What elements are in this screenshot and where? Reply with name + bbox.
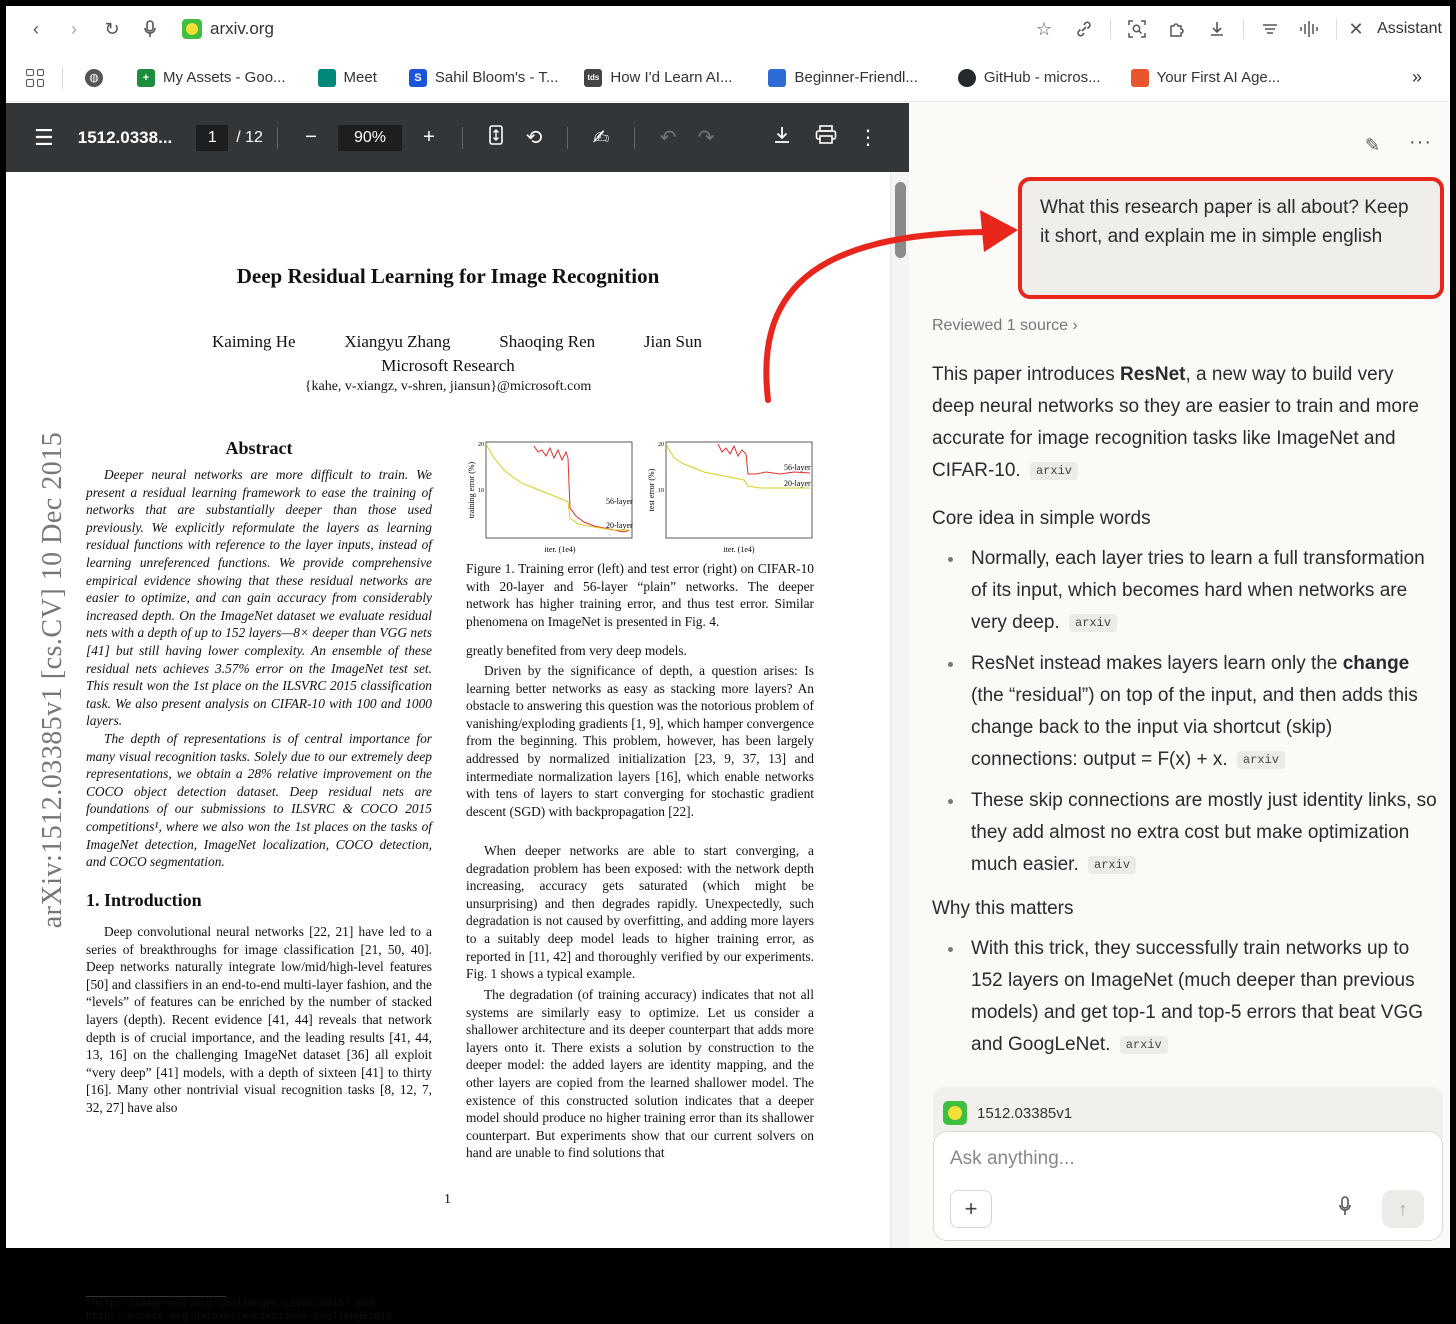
toolbar-actions [1026, 11, 1442, 47]
footnote: ¹http://image-net.org/challenges/LSVRC/2015/ and http://mscoco.org/dataset/#detections-challenge2015. [86, 1299, 399, 1323]
figure-1-plots [464, 438, 816, 564]
print-icon[interactable] [815, 125, 837, 151]
reload-icon[interactable]: ↻ [104, 18, 120, 39]
body-paragraph: The degradation (of training accuracy) indicates that not all systems are similarly easy to optimize. Let us consider a shallower architecture and its deeper counterpart that adds more layers onto it. There exists a solution by construction to the deeper model: the added layers are identity mapping, and the other layers are copied from the learned shallower model. The existence of this constructed solution indicates that a deeper model should produce no higher training error than its shallower counterpart. But experiments show that our current solvers on hand are unable to find solutions that [466, 987, 814, 1161]
link-icon[interactable] [1066, 11, 1102, 47]
draw-annotation-icon[interactable]: ✍ [592, 127, 610, 149]
answer-list [932, 933, 1437, 1061]
y-tick-label: 20 [658, 442, 664, 448]
send-button[interactable]: ↑ [1382, 1190, 1424, 1228]
answer-list [932, 543, 1437, 881]
answer-intro [932, 359, 1437, 487]
extensions-icon[interactable] [1159, 11, 1195, 47]
bookmarks-bar [6, 54, 1450, 102]
user-prompt-bubble: What this research paper is all about? Keep it short, and explain me in simple english [1018, 177, 1444, 299]
answer-text: ResNet instead makes layers learn only the [971, 653, 1343, 674]
answer-text: Normally, each layer tries to learn a full transformation of its input, which becomes hard when networks are very deep. [971, 548, 1425, 633]
toolbar-divider [1110, 19, 1111, 39]
address-bar-url[interactable]: arxiv.org [210, 19, 274, 38]
affiliation: Microsoft Research [381, 356, 515, 375]
series-label-20-layer: 20-layer [606, 521, 633, 530]
sidebar-more-icon[interactable]: ··· [1409, 131, 1432, 153]
nav-buttons [18, 11, 168, 47]
zoom-out-icon[interactable]: − [305, 126, 317, 148]
source-tag[interactable]: arxiv [1030, 462, 1078, 480]
add-attachment-button[interactable]: + [950, 1190, 992, 1228]
y-axis-label: test error (%) [647, 468, 656, 512]
list-item [932, 785, 1437, 881]
answer-bold-term: change [1342, 653, 1410, 674]
tds-icon: tds [584, 69, 602, 87]
list-item [932, 648, 1437, 776]
voice-waveform-icon[interactable] [1292, 11, 1328, 47]
right-plot [647, 442, 812, 554]
scrollbar-thumb[interactable] [895, 182, 906, 258]
lens-search-icon[interactable] [1119, 11, 1155, 47]
abstract-paragraph: The depth of representations is of central importance for many visual recognition tasks. Solely due to our extremely deep representations, we obtain a 28% relative improvement on the COCO object detection dataset. Deep residual nets are foundations of our submissions to ILSVRC & COCO 2015 competitions¹, where we also won the 1st places on the tasks of ImageNet detection, ImageNet localization, COCO detection, and COCO segmentation. [86, 731, 432, 870]
list-item [932, 933, 1437, 1061]
page-number-input[interactable]: 1 [196, 125, 228, 151]
answer-heading: Core idea in simple words [932, 508, 1151, 529]
series-label-20-layer: 20-layer [784, 479, 811, 488]
bookmark-item[interactable] [308, 69, 387, 87]
curve-20-layer [486, 444, 630, 530]
plot-frame [666, 442, 812, 538]
hamburger-menu-icon[interactable]: ☰ [34, 124, 54, 150]
list-item [932, 543, 1437, 639]
answer-text: These skip connections are mostly just identity links, so they add almost no extra cost but make optimization much easier. [971, 790, 1437, 875]
left-plot [467, 442, 633, 554]
answer-bold-term: ResNet [1120, 364, 1186, 385]
arxiv-stamp [36, 420, 70, 940]
redo-icon[interactable]: ↷ [697, 127, 715, 149]
curve-56-layer [534, 446, 630, 532]
close-assistant-icon[interactable]: ✕ [1348, 18, 1364, 39]
body-paragraph: Driven by the significance of depth, a question arises: Is learning better networks as easy as stacking more layers? An obstacle to answering this question was the notorious problem of vanishing/exploding gradients [1, 9], which hamper convergence from the beginning. This problem, however, has been largely addressed by normalized initialization [23, 9, 37, 13] and intermediate normalization layers [16], which enable networks with tens of layers to start converging for stochastic gradient descent (SGD) with backpropagation [22]. [466, 663, 814, 819]
assistant-label[interactable]: Assistant [1377, 20, 1442, 37]
reading-list-icon[interactable] [1252, 11, 1288, 47]
toolbar-divider [1243, 19, 1244, 39]
fit-page-icon[interactable] [485, 125, 507, 151]
more-bookmarks-chevron-icon[interactable]: » [1411, 67, 1422, 87]
rotate-icon[interactable]: ⟲ [525, 127, 543, 149]
apps-grid-icon[interactable] [26, 69, 44, 87]
google-sheets-icon: + [137, 69, 155, 87]
paper-title: Deep Residual Learning for Image Recognition [236, 264, 660, 288]
chevron-right-icon: › [1072, 317, 1078, 334]
globe-bookmark[interactable] [75, 69, 113, 87]
bookmark-label: Beginner-Friendl... [794, 69, 918, 86]
reviewed-sources-label: Reviewed 1 source [932, 317, 1069, 334]
bookmark-item[interactable] [758, 69, 927, 87]
bookmark-item[interactable] [574, 69, 742, 87]
assistant-sidebar [909, 103, 1450, 1248]
browser-window [6, 6, 1450, 1323]
assistant-answer [932, 359, 1437, 1073]
author-name: Jian Sun [643, 332, 702, 351]
pdf-more-icon[interactable]: ⋮ [858, 127, 878, 149]
source-tag[interactable]: arxiv [1069, 614, 1117, 632]
body-paragraph: greatly benefited from very deep models. [466, 643, 687, 658]
bookmark-label: Meet [343, 69, 377, 86]
abstract-paragraph: Deeper neural networks are more difficult to train. We present a residual learning framework to ease the training of networks that are substantially deeper than those used previously. We explicitly reformulate the layers as learning residual functions with reference to the layer inputs, instead of learning unreferenced functions. We provide comprehensive empirical evidence showing that these residual networks are easier to optimize, and can gain accuracy from considerably increased depth. On the ImageNet dataset we evaluate residual nets with a depth of up to 152 layers—8× deeper than VGG nets [41] but still having lower complexity. An ensemble of these residual nets achieves 3.57% error on the ImageNet test set. This result won the 1st place on the ILSVRC 2015 classification task. We also present analysis on CIFAR-10 with 100 and 1000 layers. [86, 467, 432, 729]
browser-toolbar [6, 6, 1450, 52]
pdf-actions [763, 125, 887, 151]
bookmark-label: My Assets - Goo... [163, 69, 286, 86]
pdf-page [6, 172, 909, 1323]
bookmark-item[interactable] [127, 69, 296, 87]
source-tag[interactable]: arxiv [1237, 751, 1285, 769]
context-chip-label[interactable]: 1512.03385v1 [977, 1104, 1073, 1122]
figure-caption: Figure 1. Training error (left) and test error (right) on CIFAR-10 with 20-layer and 56-layer “plain” networks. The deeper network has higher training error, and thus test error. Similar phenomena on ImageNet is presented in Fig. 4. [466, 561, 814, 629]
pdf-download-icon[interactable] [771, 125, 793, 151]
github-icon [958, 69, 976, 87]
section-heading: 1. Introduction [86, 890, 202, 910]
undo-icon[interactable]: ↶ [659, 127, 677, 149]
intro-paragraph: Deep convolutional neural networks [22, 21] have led to a series of breakthroughs for image classification [21, 50, 40]. Deep networks naturally integrate low/mid/high-level features [50] and classifiers in an end-to-end multi-layer fashion, and the “levels” of features can be enriched by the number of stacked layers (depth). Recent evidence [41, 44] reveals that network depth is of crucial importance, and the leading results [41, 44, 13, 16] on the challenging ImageNet dataset [36] all exploit “very deep” [41] models, with a depth of sixteen [41] to thirty [16]. Many other nontrivial visual recognition tasks [8, 12, 7, 32, 27] have also [86, 924, 432, 1115]
bookmarks-divider [62, 67, 63, 89]
answer-text: This paper introduces [932, 364, 1120, 385]
forward-icon[interactable]: › [71, 18, 77, 39]
arxiv-tab-icon [943, 1101, 967, 1125]
reviewed-sources-link[interactable] [932, 317, 1078, 335]
author-name: Kaiming He [212, 332, 296, 351]
author-name: Shaoqing Ren [499, 332, 596, 351]
author-name: Xiangyu Zhang [344, 332, 451, 351]
answer-text: (the “residual”) on top of the input, and then adds this change back to the input via shortcut (skip) connections: output = F(x) + x. [971, 685, 1418, 770]
back-icon[interactable]: ‹ [33, 18, 39, 39]
answer-text: , a new way to build very deep neural networks so they are easier to train and more accurate for image recognition tasks like ImageNet and CIFAR-10. [932, 364, 1419, 481]
abstract-heading: Abstract [225, 438, 293, 458]
pdf-toolbar-divider [462, 127, 463, 149]
pdf-scrollbar[interactable] [890, 172, 909, 1248]
google-meet-icon [318, 69, 336, 87]
pdf-toolbar-divider [634, 127, 635, 149]
pdf-filename: 1512.0338... [77, 127, 173, 147]
ask-input[interactable] [950, 1148, 1420, 1170]
microphone-icon[interactable] [132, 11, 168, 47]
source-tag[interactable]: arxiv [1088, 856, 1136, 874]
bookmark-label: How I'd Learn AI... [610, 69, 733, 86]
zoom-level-input[interactable]: 90% [338, 125, 402, 151]
y-axis-label: training error (%) [467, 461, 476, 519]
site-favicon-icon [182, 19, 202, 39]
answer-heading: Why this matters [932, 898, 1074, 919]
globe-icon: ◍ [85, 69, 103, 87]
bookmark-item[interactable] [1121, 69, 1291, 87]
y-tick-label: 10 [478, 488, 484, 494]
toolbar-divider [1336, 19, 1337, 39]
substack-icon [1131, 69, 1149, 87]
bookmark-star-icon[interactable]: ☆ [1036, 18, 1053, 39]
source-tag[interactable]: arxiv [1120, 1036, 1168, 1054]
pdf-toolbar-divider [277, 127, 278, 149]
body-paragraph: When deeper networks are able to start converging, a degradation problem has been exposed: with the network depth increasing, accuracy gets saturated (which might be unsurprising) and then degrades rapidly. Unexpectedly, such degradation is not caused by overfitting, and adding more layers to a suitably deep model leads to higher training error, as reported in [11, 42] and thoroughly verified by our experiments. Fig. 1 shows a typical example. [466, 843, 814, 982]
footnote-rule [86, 1296, 226, 1297]
bookmark-item[interactable] [948, 69, 1111, 87]
answer-text: With this trick, they successfully train networks up to 152 layers on ImageNet (much deeper than previous models) and get top-1 and top-5 errors that beat VGG and GoogLeNet. [971, 938, 1424, 1055]
series-label-56-layer: 56-layer [606, 497, 633, 506]
page-total: / 12 [236, 128, 263, 146]
y-tick-label: 10 [658, 488, 664, 494]
series-label-56-layer: 56-layer [784, 463, 811, 472]
bookmark-item[interactable] [399, 69, 568, 87]
bookmark-label: GitHub - micros... [983, 69, 1101, 86]
arxiv-stamp-text: arXiv:1512.03385v1 [cs.CV] 10 Dec 2015 [37, 431, 68, 929]
pdf-toolbar-divider [567, 127, 568, 149]
new-chat-edit-icon[interactable]: ✎ [1365, 135, 1381, 155]
pdf-toolbar [6, 103, 909, 172]
x-axis-label: iter. (1e4) [544, 545, 576, 554]
author-emails: {kahe, v-xiangz, v-shren, jiansun}@microsoft.com [304, 379, 592, 394]
zoom-in-icon[interactable]: + [423, 126, 435, 148]
substack-s-icon: S [409, 69, 427, 87]
author-list [212, 332, 702, 352]
bookmark-label: Your First AI Age... [1156, 69, 1281, 86]
page-number: 1 [444, 1192, 451, 1207]
download-icon[interactable] [1199, 11, 1235, 47]
bookmark-label: Sahil Bloom's - T... [434, 69, 559, 86]
chat-composer [933, 1131, 1443, 1241]
mic-icon[interactable] [1338, 1196, 1352, 1221]
document-icon [768, 69, 786, 87]
y-tick-label: 20 [478, 442, 484, 448]
x-axis-label: iter. (1e4) [723, 545, 755, 554]
